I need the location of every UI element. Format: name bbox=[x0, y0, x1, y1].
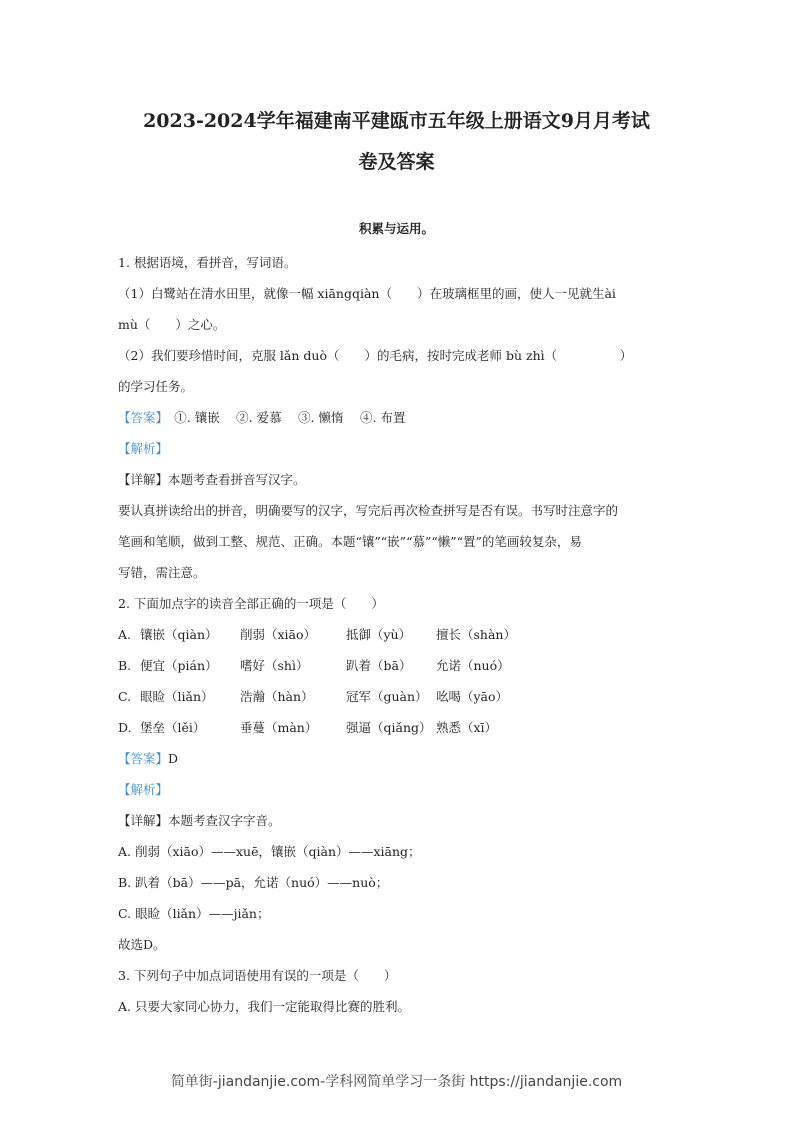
doc-title-line1: 2023-2024学年福建南平建瓯市五年级上册语文9月月考试 bbox=[143, 110, 650, 132]
q3-option-a: A. 只要大家同心协力，我们一定能取得比赛的胜利。 bbox=[118, 999, 410, 1014]
q2-option-row bbox=[118, 681, 678, 712]
option-item: 便宜（pián） bbox=[140, 658, 218, 673]
option-item: 浩瀚（hàn） bbox=[240, 689, 314, 704]
answer-text: ①. 镶嵌 ②. 爱慕 ③. 懒惰 ④. 布置 bbox=[161, 410, 406, 425]
q3-stem: 3. 下列句子中加点词语使用有误的一项是（ ） bbox=[118, 968, 397, 983]
option-item: 镶嵌（qiàn） bbox=[140, 627, 218, 642]
option-letter: D. bbox=[118, 720, 132, 735]
q2-option-row bbox=[118, 650, 678, 681]
option-item: 熟悉（xī） bbox=[436, 720, 498, 735]
q2-exp-c: C. 眼睑（liǎn）——jiǎn； bbox=[118, 906, 270, 921]
answer-text: D bbox=[168, 751, 179, 766]
option-item: 擅长（shàn） bbox=[436, 627, 516, 642]
q1-part2a: （2）我们要珍惜时间，克服 lǎn duò（ ）的毛病，按时完成老师 bù zhì（ ） bbox=[118, 348, 633, 363]
option-item: 嗜好（shì） bbox=[240, 658, 309, 673]
q2-options bbox=[118, 619, 678, 743]
option-item: 垂蔓（màn） bbox=[240, 720, 318, 735]
option-letter: B. bbox=[118, 658, 132, 673]
option-item: 抵御（yù） bbox=[346, 627, 412, 642]
q2-option-row bbox=[118, 619, 678, 650]
q1-part1b: mù（ ）之心。 bbox=[118, 317, 226, 332]
option-letter: C. bbox=[118, 689, 132, 704]
q1-part2b: 的学习任务。 bbox=[118, 379, 194, 394]
option-item: 强逼（qiǎng） bbox=[346, 720, 432, 735]
q1-exp2: 笔画和笔顺，做到工整、规范、正确。本题“镶”“嵌”“慕”“懒”“置”的笔画较复杂，易 bbox=[118, 534, 582, 549]
option-item: 趴着（bā） bbox=[346, 658, 412, 673]
q1-part1a: （1）白鹭站在清水田里，就像一幅 xiāngqiàn（ ）在玻璃框里的画，使人一见就生ài bbox=[118, 286, 616, 301]
option-letter: A. bbox=[118, 627, 132, 642]
q1-stem: 1. 根据语境，看拼音，写词语。 bbox=[118, 255, 297, 270]
q2-analysis-label: 【解析】 bbox=[118, 782, 169, 797]
q2-conclusion: 故选D。 bbox=[118, 937, 166, 952]
doc-title-line2: 卷及答案 bbox=[358, 151, 435, 173]
q1-detail: 【详解】本题考查看拼音写汉字。 bbox=[118, 472, 306, 487]
q1-exp3: 写错，需注意。 bbox=[118, 565, 206, 580]
answer-label: 【答案】 bbox=[118, 751, 169, 766]
option-item: 眼睑（liǎn） bbox=[140, 689, 214, 704]
q2-answer bbox=[118, 743, 678, 774]
answer-label: 【答案】 bbox=[118, 410, 162, 425]
option-item: 吆喝（yāo） bbox=[436, 689, 509, 704]
q2-detail: 【详解】本题考查汉字字音。 bbox=[118, 813, 281, 828]
q1-exp1: 要认真拼读给出的拼音，明确要写的汉字，写完后再次检查拼写是否有误。书写时注意字的 bbox=[118, 503, 619, 518]
q1-analysis-label: 【解析】 bbox=[118, 441, 169, 456]
option-item: 削弱（xiāo） bbox=[240, 627, 317, 642]
option-item: 冠军（guàn） bbox=[346, 689, 428, 704]
option-item: 允诺（nuó） bbox=[436, 658, 510, 673]
q1-answer bbox=[118, 402, 678, 433]
option-item: 堡垒（lěi） bbox=[140, 720, 206, 735]
q2-exp-b: B. 趴着（bā）——pā，允诺（nuó）——nuò； bbox=[118, 875, 389, 890]
document-body bbox=[118, 247, 678, 1022]
section-heading: 积累与运用。 bbox=[358, 221, 434, 236]
q2-exp-a: A. 削弱（xiāo）——xuē，镶嵌（qiàn）——xiāng； bbox=[118, 844, 421, 859]
footer-watermark: 简单街-jiandanjie.com-学科网简单学习一条街 https://jiandanjie.com bbox=[170, 1074, 623, 1090]
q2-option-row bbox=[118, 712, 678, 743]
q2-stem: 2. 下面加点字的读音全部正确的一项是（ ） bbox=[118, 596, 384, 611]
